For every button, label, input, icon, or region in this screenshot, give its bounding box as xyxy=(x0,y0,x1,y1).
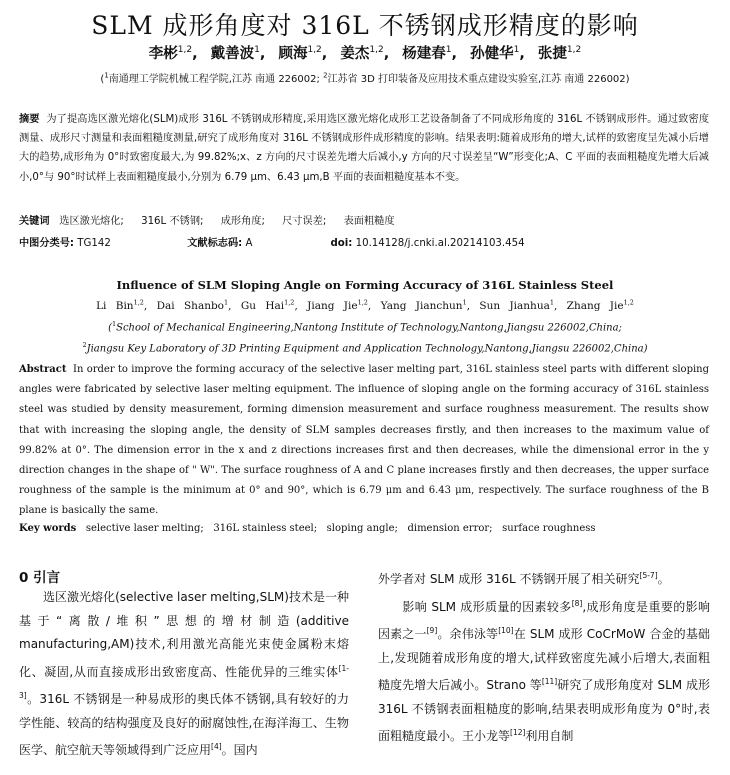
keyword-en: sloping angle; xyxy=(326,523,398,534)
abstract-label-cn: 摘要 xyxy=(19,114,40,125)
keywords-en xyxy=(19,523,709,534)
affiliation-en-2: $^2$Jiangsu Key Laboratory of 3D Printing Equipment and Application Technology,Nantong,Jiangsu 226002,China) xyxy=(82,341,648,355)
author-en: Zhang Jie$^{1,2}$ xyxy=(566,298,634,312)
body-column-right: 外学者对 SLM 成形 316L 不锈钢开展了相关研究[5-7]。 影响 SLM 成形质量的因素较多[8],成形角度是重要的影响因素之一[9]。余伟泳等[10]在 SLM 成形 CoCrMoW 合金的基础上,发现随着成形角度的增大,试样致密度先减小后增大,表面粗糙度先增大后减小。Strano 等[11]研究了成形角度对 SLM 成形 316L 不锈钢表面粗糙度的影响,结果表明成形角度为 0°时,表面粗糙度最小。王小龙等[12]利用自制 xyxy=(378,571,711,743)
author-en: Dai Shanbo$^1$, xyxy=(156,298,232,312)
keywords-cn xyxy=(19,212,709,227)
keyword-cn: 316L 不锈钢; xyxy=(141,216,204,227)
doi: doi: 10.14128/j.cnki.al.20214103.454 xyxy=(330,238,525,249)
abstract-label-en: Abstract xyxy=(19,364,67,375)
keyword-cn: 表面粗糙度 xyxy=(343,216,395,227)
citation: [8] xyxy=(571,598,583,608)
author-cn: 李彬$^{1,2}$, xyxy=(148,45,198,62)
author-cn: 姜杰$^{1,2}$, xyxy=(340,45,390,62)
keyword-en: surface roughness xyxy=(502,523,596,534)
author-cn: 杨建春$^1$, xyxy=(402,45,458,62)
citation: [12] xyxy=(510,728,526,737)
classification-line xyxy=(19,234,709,249)
citation: [5-7] xyxy=(639,571,658,580)
keywords-label-cn: 关键词 xyxy=(19,216,50,227)
citation: [11] xyxy=(541,677,558,686)
author-en: Sun Jianhua$^1$, xyxy=(479,298,558,312)
body-column-left: 选区激光熔化(selective laser melting,SLM)技术是一种基于“离散/堆积”思想的增材制造(additive manufacturing,AM)技术,利用激光高能光束使金属粉末熔化、凝固,从而直接成形出致密度高、性能优异的三维实体[1-3]。316L 不锈钢是一种易成形的奥氏体不锈钢,具有较好的力学性能、较高的结构强度及良好的耐腐蚀性,在海洋海工、生物医学、航空航天等领域得到广泛应用[4]。国内 xyxy=(19,590,349,757)
paper-title-cn: SLM 成形角度对 316L 不锈钢成形精度的影响 xyxy=(91,11,639,40)
clc-number: 中图分类号: TG142 xyxy=(19,238,111,249)
author-cn: 顾海$^{1,2}$, xyxy=(278,45,328,62)
document-code: 文献标志码: A xyxy=(187,238,253,249)
author-list-en xyxy=(0,298,730,312)
section-heading-intro: 0 引言 xyxy=(19,570,61,586)
citation: [10] xyxy=(498,626,514,635)
citation: [9] xyxy=(426,626,438,635)
keyword-en: 316L stainless steel; xyxy=(213,523,318,534)
author-cn: 孙健华$^1$, xyxy=(470,45,525,62)
author-en: Li Bin$^{1,2}$, xyxy=(96,298,148,312)
author-cn: 张捷$^{1,2}$ xyxy=(537,45,582,62)
abstract-cn xyxy=(19,110,709,187)
keyword-cn: 选区激光熔化; xyxy=(59,216,124,227)
author-list-cn xyxy=(0,42,730,63)
abstract-text-cn: 为了提高选区激光熔化(SLM)成形 316L 不锈钢成形精度,采用选区激光熔化成形工艺设备制备了不同成形角度的 316L 不锈钢成形件。通过致密度测量、成形尺寸测量和表面粗糙度测量,研究了成形角度对 316L 不锈钢成形件成形精度的影响。结果表明:随着成形角的增大,试样的致密度呈先减小后增大的趋势,成形角为 0°时致密度最大,为 99.82%;x、z 方向的尺寸误差先增大后减小,y 方向的尺寸误差呈“W”形变化;A、C 平面的表面粗糙度先增大后减小,0°与 90°时试样上表面粗糙度最小,分别为 6.79 μm、6.43 μm,B 平面的表面粗糙度基本不变。 xyxy=(19,114,710,183)
paper-title-en: Influence of SLM Sloping Angle on Forming Accuracy of 316L Stainless Steel xyxy=(116,278,614,292)
keywords-label-en: Key words xyxy=(19,523,77,534)
author-en: Gu Hai$^{1,2}$, xyxy=(240,298,298,312)
author-en: Jiang Jie$^{1,2}$, xyxy=(307,298,372,312)
affiliation-en-1: ($^1$School of Mechanical Engineering,Nantong Institute of Technology,Nantong,Jiangsu 226002,China; xyxy=(108,320,622,334)
author-cn: 戴善波$^1$, xyxy=(210,45,266,62)
abstract-en xyxy=(19,360,709,522)
abstract-text-en: In order to improve the forming accuracy of the selective laser melting part, 316L stainless steel parts with different sloping angles were fabricated by selective laser melting equipment. The influence of sloping angle on the forming accuracy of 316L stainless steel was studied by density measurement, forming dimension measurement and surface roughness measurement. The results show that with increasing the sloping angle, the density of SLM samples decreases firstly, and then increases to the maximum value of 99.82% at 0°. The dimension error in the x and z directions increases first and then decreases, while the dimensional error in the y direction changes in the shape of " W". The surface roughness of A and C plane increases firstly and then decreases, the upper surface roughness of the sample is the minimum at 0° and 90°, which is 6.79 μm and 6.43 μm, respectively. The surface roughness of the B plane is basically the same. xyxy=(19,364,710,517)
keyword-cn: 成形角度; xyxy=(220,216,265,227)
citation: [1-3] xyxy=(19,663,349,700)
citation: [4] xyxy=(211,742,222,751)
keyword-en: selective laser melting; xyxy=(85,523,204,534)
author-en: Yang Jianchun$^1$, xyxy=(380,298,471,312)
affiliation-cn: ($^1$南通理工学院机械工程学院,江苏 南通 226002; $^2$江苏省 3D 打印装备及应用技术重点建设实验室,江苏 南通 226002) xyxy=(100,71,630,85)
keyword-en: dimension error; xyxy=(407,523,493,534)
keyword-cn: 尺寸误差; xyxy=(282,216,327,227)
